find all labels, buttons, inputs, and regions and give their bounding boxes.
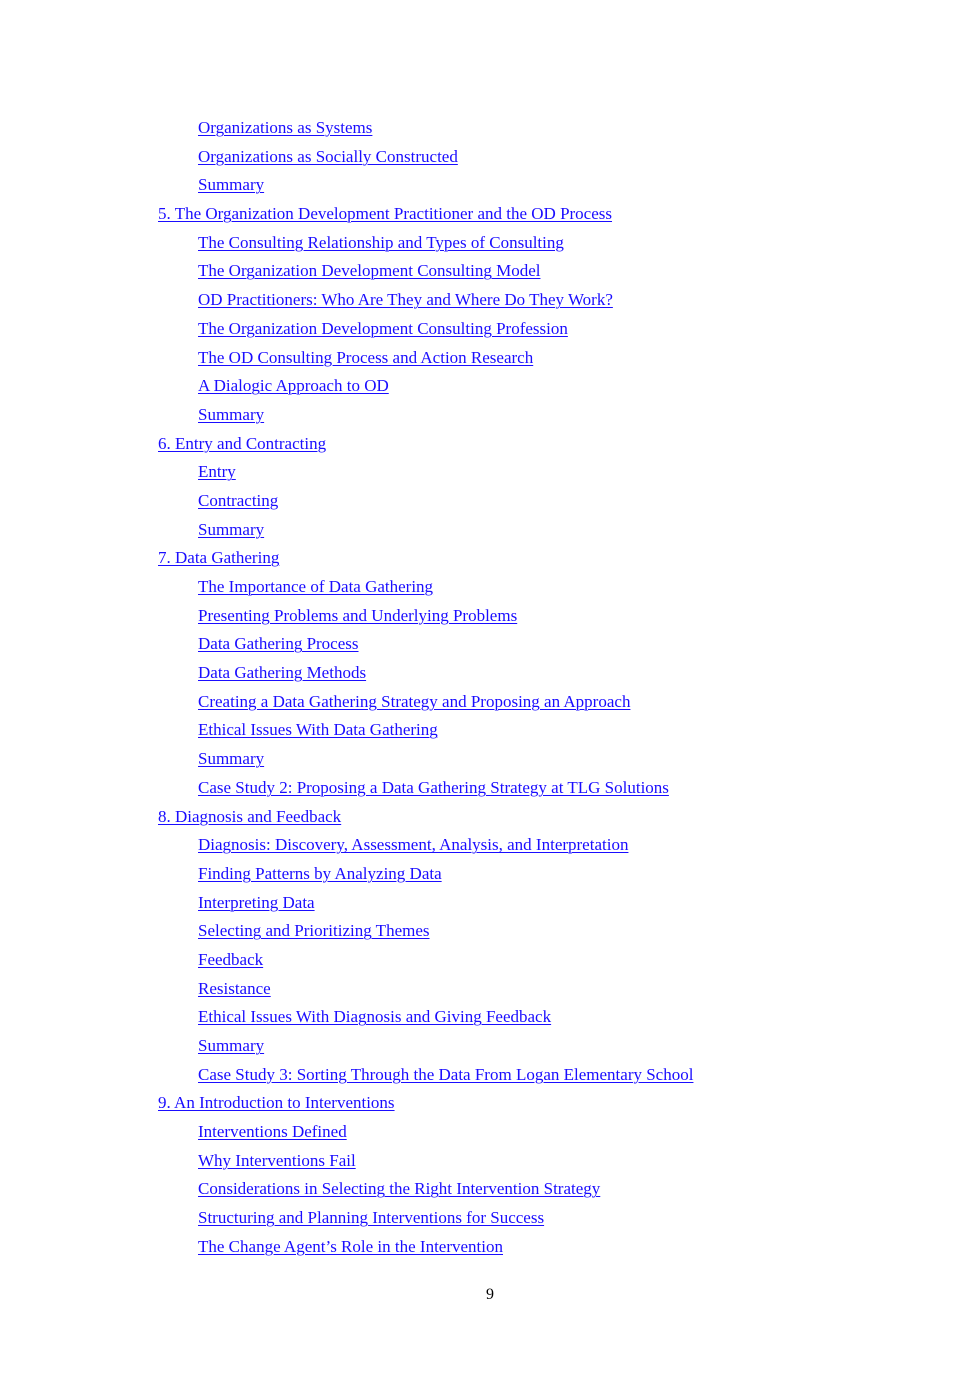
toc-section-entry [0, 372, 980, 401]
toc-section-link[interactable]: Selecting and Prioritizing Themes [198, 921, 430, 941]
toc-chapter-entry [0, 544, 980, 573]
toc-section-link[interactable]: The OD Consulting Process and Action Research [198, 347, 534, 367]
toc-section-entry [0, 831, 980, 860]
toc-section-link[interactable]: Resistance [198, 978, 271, 998]
toc-section-link[interactable]: Summary [198, 175, 265, 195]
toc-chapter-link[interactable]: 5. The Organization Development Practitioner and the OD Process [158, 204, 613, 224]
toc-section-link[interactable]: Creating a Data Gathering Strategy and Proposing an Approach [198, 691, 631, 711]
toc-section-link[interactable]: Contracting [198, 490, 279, 510]
toc-section-entry [0, 257, 980, 286]
toc-section-link[interactable]: Finding Patterns by Analyzing Data [198, 863, 442, 883]
toc-section-entry [0, 487, 980, 516]
toc-section-entry [0, 114, 980, 143]
toc-section-link[interactable]: Summary [198, 519, 265, 539]
toc-chapter-link[interactable]: 8. Diagnosis and Feedback [158, 806, 342, 826]
toc-section-link[interactable]: The Change Agent’s Role in the Intervention [198, 1236, 503, 1256]
toc-section-entry [0, 1233, 980, 1262]
toc-section-link[interactable]: Ethical Issues With Data Gathering [198, 720, 438, 740]
toc-section-entry [0, 975, 980, 1004]
toc-section-link[interactable]: Case Study 2: Proposing a Data Gathering Strategy at TLG Solutions [198, 777, 669, 797]
toc-section-entry [0, 946, 980, 975]
toc-section-entry [0, 1204, 980, 1233]
toc-section-entry [0, 573, 980, 602]
toc-section-entry [0, 1061, 980, 1090]
toc-section-link[interactable]: The Consulting Relationship and Types of Consulting [198, 232, 564, 252]
toc-section-link[interactable]: Diagnosis: Discovery, Assessment, Analysis, and Interpretation [198, 835, 629, 855]
toc-section-entry [0, 171, 980, 200]
toc-chapter-entry [0, 200, 980, 229]
toc-section-entry [0, 286, 980, 315]
toc-section-link[interactable]: Presenting Problems and Underlying Problems [198, 605, 518, 625]
toc-section-link[interactable]: OD Practitioners: Who Are They and Where Do They Work? [198, 290, 613, 310]
toc-section-entry [0, 143, 980, 172]
toc-section-link[interactable]: Feedback [198, 949, 264, 969]
toc-section-link[interactable]: Data Gathering Methods [198, 663, 367, 683]
toc-section-entry [0, 401, 980, 430]
toc-section-entry [0, 860, 980, 889]
toc-chapter-entry [0, 803, 980, 832]
toc-section-link[interactable]: Why Interventions Fail [198, 1150, 356, 1170]
toc-chapter-entry [0, 430, 980, 459]
toc-section-link[interactable]: Summary [198, 749, 265, 769]
table-of-contents [0, 114, 980, 1262]
toc-section-entry [0, 458, 980, 487]
toc-section-link[interactable]: Ethical Issues With Diagnosis and Giving Feedback [198, 1007, 552, 1027]
toc-section-entry [0, 889, 980, 918]
toc-section-link[interactable]: Entry [198, 462, 236, 482]
toc-section-entry [0, 1032, 980, 1061]
toc-chapter-link[interactable]: 7. Data Gathering [158, 548, 280, 568]
toc-section-entry [0, 315, 980, 344]
toc-section-entry [0, 229, 980, 258]
toc-section-link[interactable]: Organizations as Socially Constructed [198, 146, 458, 166]
toc-chapter-link[interactable]: 6. Entry and Contracting [158, 433, 327, 453]
toc-chapter-link[interactable]: 9. An Introduction to Interventions [158, 1093, 395, 1113]
toc-section-entry [0, 1175, 980, 1204]
toc-section-entry [0, 1118, 980, 1147]
toc-section-entry [0, 659, 980, 688]
toc-section-entry [0, 917, 980, 946]
toc-section-entry [0, 516, 980, 545]
toc-section-entry [0, 1003, 980, 1032]
toc-section-entry [0, 344, 980, 373]
toc-section-link[interactable]: Interventions Defined [198, 1122, 347, 1142]
toc-section-entry [0, 774, 980, 803]
toc-section-link[interactable]: Structuring and Planning Interventions for Success [198, 1208, 545, 1228]
toc-section-link[interactable]: The Organization Development Consulting Model [198, 261, 541, 281]
toc-section-entry [0, 688, 980, 717]
toc-section-entry [0, 630, 980, 659]
toc-section-link[interactable]: Considerations in Selecting the Right Intervention Strategy [198, 1179, 601, 1199]
toc-section-link[interactable]: Summary [198, 1036, 265, 1055]
toc-section-link[interactable]: Case Study 3: Sorting Through the Data From Logan Elementary School [198, 1064, 694, 1084]
page-number: 9 [486, 1286, 494, 1303]
toc-chapter-entry [0, 1089, 980, 1118]
toc-section-entry [0, 1147, 980, 1176]
toc-section-link[interactable]: The Importance of Data Gathering [198, 577, 434, 596]
toc-section-entry [0, 602, 980, 631]
toc-section-link[interactable]: Interpreting Data [198, 892, 315, 912]
toc-section-link[interactable]: Organizations as Systems [198, 118, 373, 137]
toc-section-link[interactable]: A Dialogic Approach to OD [198, 376, 389, 396]
toc-section-link[interactable]: The Organization Development Consulting Profession [198, 318, 568, 338]
toc-section-link[interactable]: Data Gathering Process [198, 634, 359, 654]
toc-section-entry [0, 745, 980, 774]
toc-section-link[interactable]: Summary [198, 404, 265, 424]
toc-section-entry [0, 716, 980, 745]
